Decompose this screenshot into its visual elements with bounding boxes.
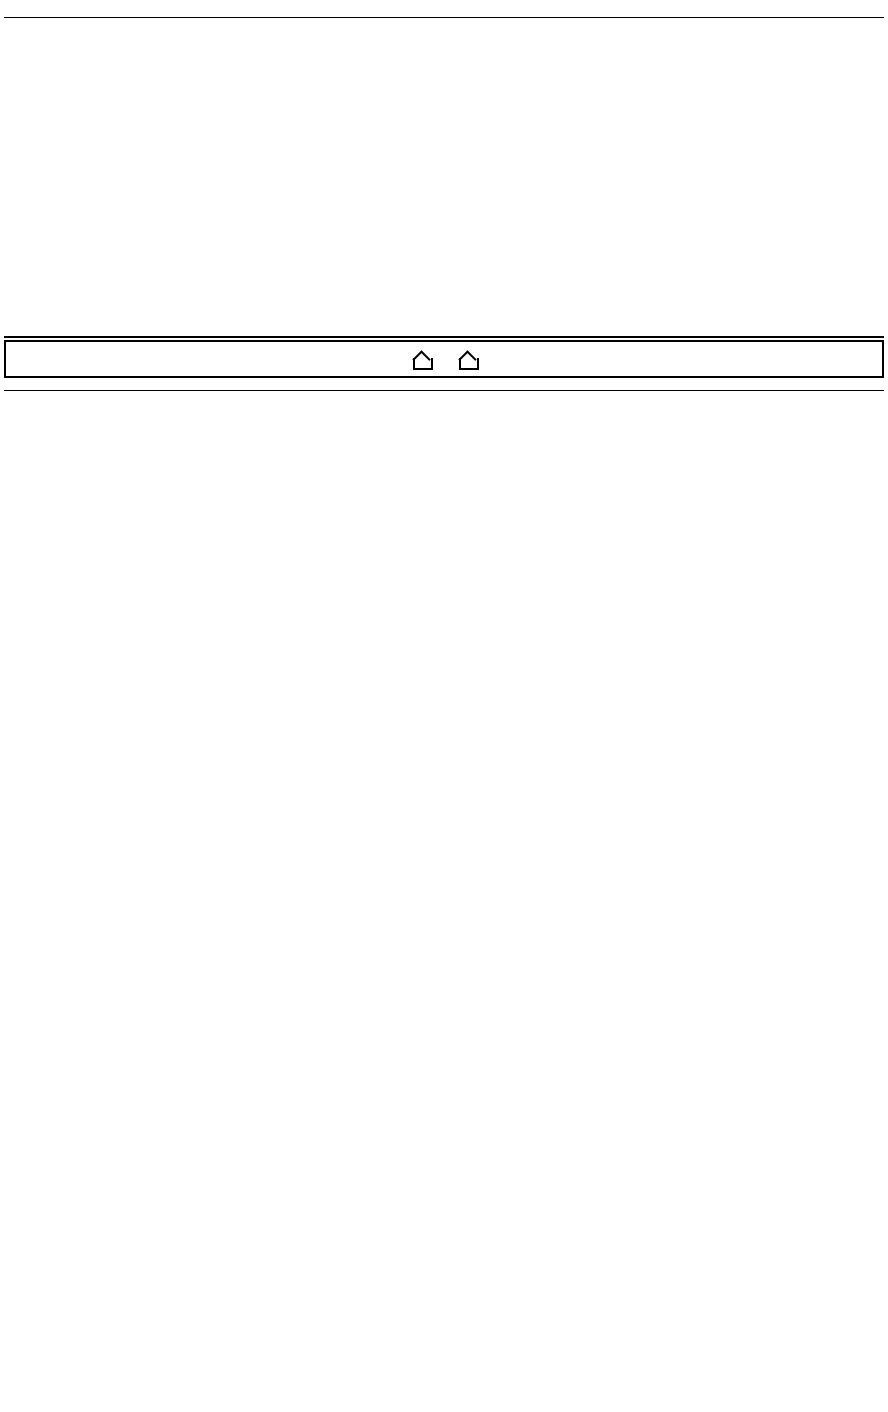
- deadlines-line: [4, 379, 884, 389]
- help-wanted-section: [4, 17, 884, 338]
- page-masthead: [4, 2, 884, 16]
- home-service-guide-banner: [4, 340, 884, 378]
- house-icon: [458, 350, 476, 368]
- service-guide-grid: [4, 390, 884, 1408]
- house-icon: [412, 350, 430, 368]
